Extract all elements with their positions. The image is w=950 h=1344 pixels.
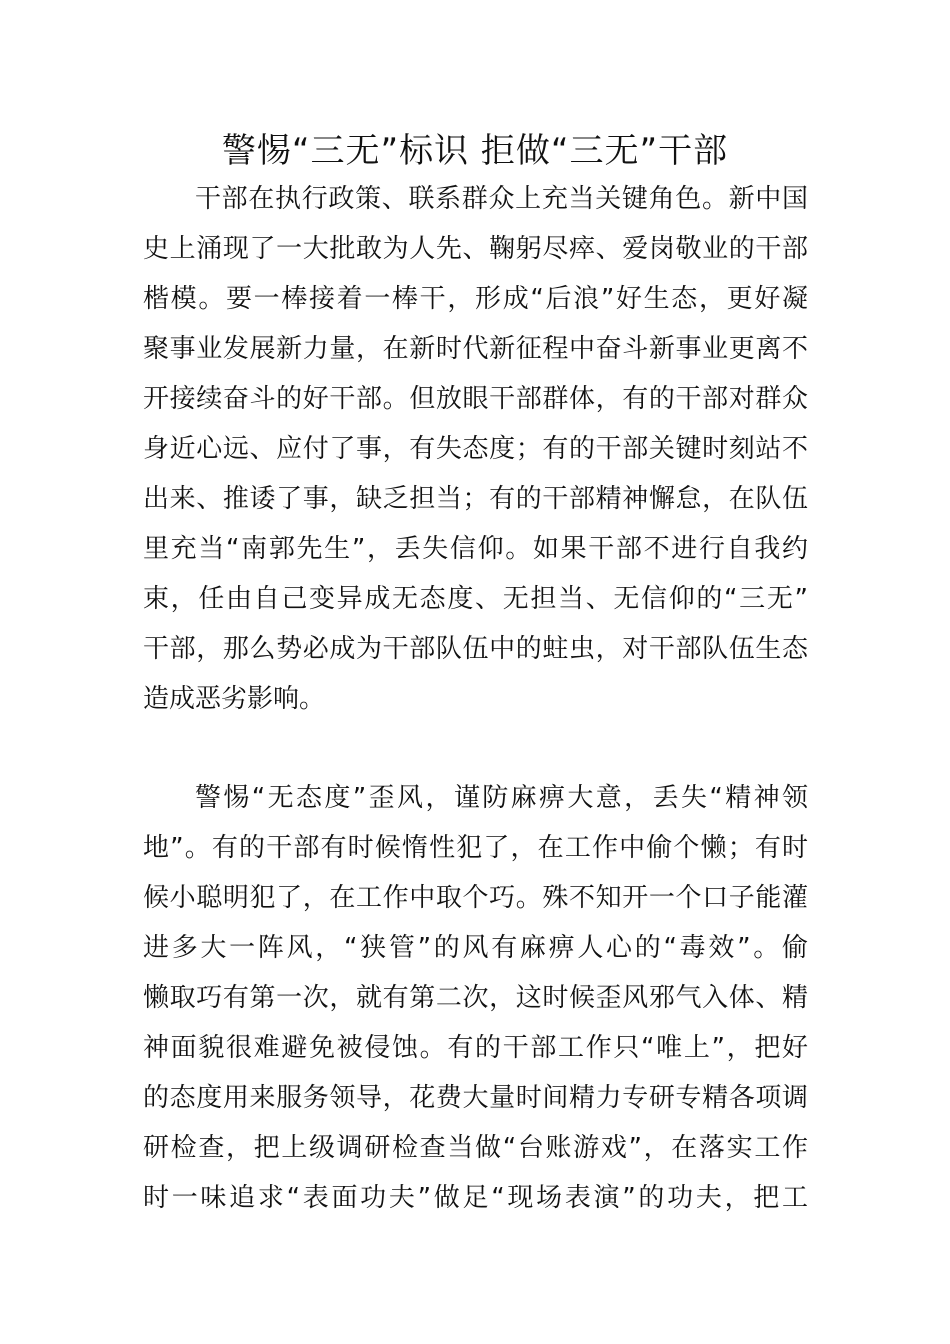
paragraph-line: 开接续奋斗的好干部。但放眼干部群体，有的干部对群众 (143, 384, 808, 414)
paragraph-line: 时一味追求“表面功夫”做足“现场表演”的功夫，把工 (143, 1183, 808, 1213)
paragraph-line: 警惕“无态度”歪风，谨防麻痹大意，丢失“精神领 (195, 783, 808, 813)
paragraph-line: 干部，那么势必成为干部队伍中的蛀虫，对干部队伍生态 (143, 634, 808, 664)
paragraph-line: 史上涌现了一大批敢为人先、鞠躬尽瘁、爱岗敬业的干部 (143, 234, 808, 264)
paragraph-line: 地”。有的干部有时候惰性犯了，在工作中偷个懒；有时 (143, 833, 808, 863)
paragraph-line: 研检查，把上级调研检查当做“台账游戏”，在落实工作 (143, 1133, 808, 1163)
paragraph-line: 神面貌很难避免被侵蚀。有的干部工作只“唯上”，把好 (143, 1033, 808, 1063)
paragraph-line: 造成恶劣影响。 (143, 684, 326, 714)
paragraph-line: 候小聪明犯了，在工作中取个巧。殊不知开一个口子能灌 (143, 883, 808, 913)
document-title: 警惕“三无”标识 拒做“三无”干部 (221, 131, 729, 171)
paragraph-line: 聚事业发展新力量，在新时代新征程中奋斗新事业更离不 (143, 334, 808, 364)
paragraph-line: 出来、推诿了事，缺乏担当；有的干部精神懈怠，在队伍 (143, 484, 808, 514)
paragraph-line: 里充当“南郭先生”，丢失信仰。如果干部不进行自我约 (143, 534, 808, 564)
paragraph-line: 楷模。要一棒接着一棒干，形成“后浪”好生态，更好凝 (143, 284, 808, 314)
paragraph-line: 进多大一阵风，“狭管”的风有麻痹人心的“毒效”。偷 (143, 933, 808, 963)
paragraph-line: 的态度用来服务领导，花费大量时间精力专研专精各项调 (143, 1083, 808, 1113)
paragraph-line: 懒取巧有第一次，就有第二次，这时候歪风邪气入体、精 (143, 983, 808, 1013)
paragraph-line: 干部在执行政策、联系群众上充当关键角色。新中国 (195, 184, 808, 214)
paragraph-line: 束，任由自己变异成无态度、无担当、无信仰的“三无” (143, 584, 808, 614)
paragraph-line: 身近心远、应付了事，有失态度；有的干部关键时刻站不 (143, 434, 808, 464)
